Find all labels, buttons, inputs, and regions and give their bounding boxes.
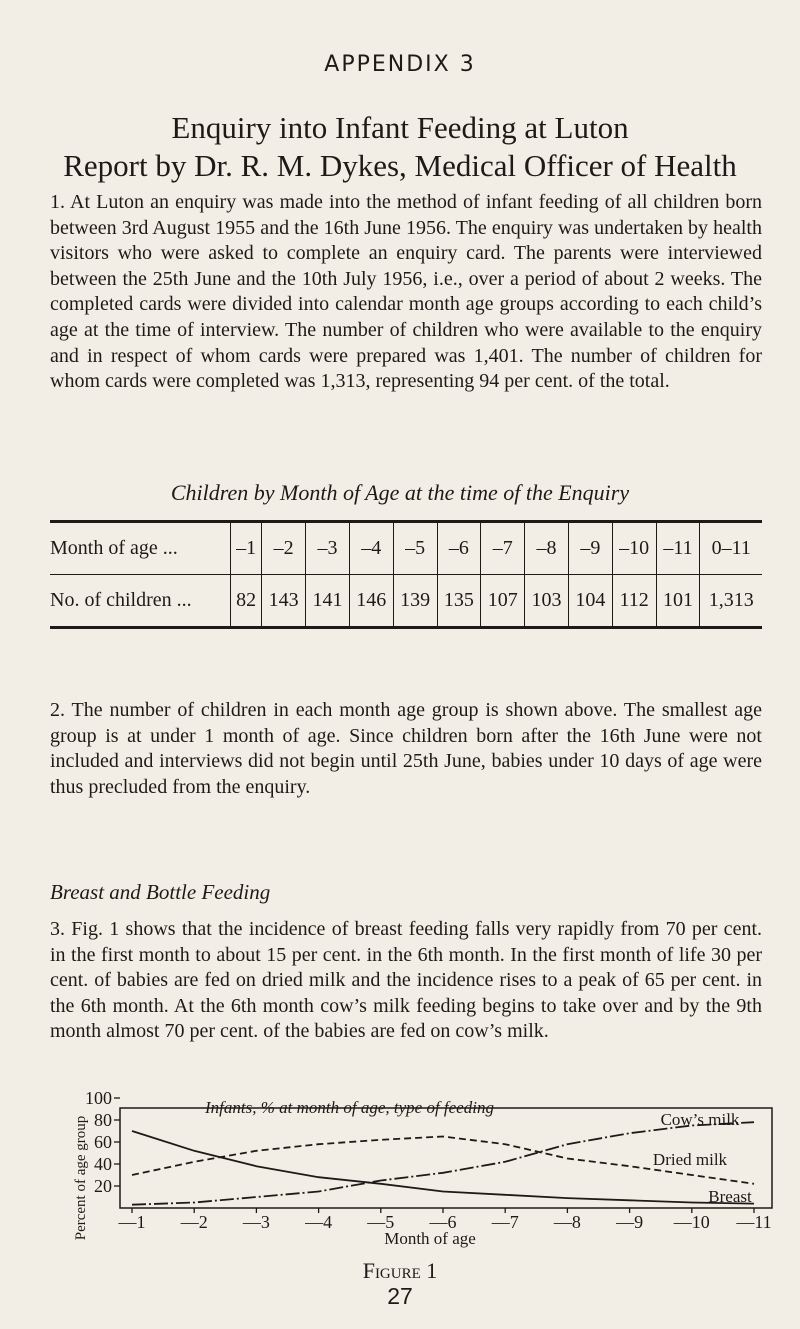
y-tick-label: 100 [85, 1088, 112, 1108]
count-cell: 107 [481, 575, 525, 628]
page-number: 27 [387, 1283, 413, 1309]
table-caption: Children by Month of Age at the time of the Enquiry [170, 480, 630, 505]
x-tick-label: —4 [305, 1212, 333, 1232]
count-cell: 104 [568, 575, 612, 628]
x-tick-label: —11 [736, 1212, 772, 1232]
count-cell: 143 [262, 575, 306, 628]
figure-caption: Figure 1 [362, 1258, 438, 1283]
month-cell: –6 [437, 522, 481, 575]
count-cell: 101 [656, 575, 700, 628]
month-cell: –2 [262, 522, 306, 575]
month-cell: –10 [612, 522, 656, 575]
month-cell: –3 [306, 522, 350, 575]
y-tick-label: 20 [94, 1176, 112, 1196]
month-cell: –9 [568, 522, 612, 575]
count-cell: 103 [525, 575, 569, 628]
x-tick-label: —5 [367, 1212, 395, 1232]
count-cell: 141 [306, 575, 350, 628]
month-cell-total: 0–11 [700, 522, 762, 575]
month-cell: –11 [656, 522, 700, 575]
x-tick-label: —1 [118, 1212, 146, 1232]
x-tick-label: —9 [616, 1212, 644, 1232]
paragraph-2: 2. The number of children in each month age group is shown above. The smallest age group is at under 1 month of age. Since children born after the 16th June were not included and interviews did not begin until 25th June, babies under 10 days of age were thus precluded from the enquiry. [50, 699, 762, 798]
month-cell: –7 [481, 522, 525, 575]
x-tick-label: —3 [242, 1212, 270, 1232]
month-cell: –8 [525, 522, 569, 575]
month-row-label: Month of age ... [50, 522, 230, 575]
count-cell: 112 [612, 575, 656, 628]
chart-x-axis-label: Month of age [384, 1229, 476, 1248]
y-tick-label: 60 [94, 1132, 112, 1152]
x-tick-label: —2 [180, 1212, 208, 1232]
count-row-label: No. of children ... [50, 589, 192, 611]
x-tick-label: —8 [553, 1212, 581, 1232]
month-cell: –5 [393, 522, 437, 575]
x-tick-label: —10 [673, 1212, 710, 1232]
y-tick-label: 80 [94, 1110, 112, 1130]
breast-bottle-subheading: Breast and Bottle Feeding [50, 880, 271, 904]
series-label-cows-milk: Cow’s milk [660, 1110, 740, 1129]
count-cell: 82 [230, 575, 261, 628]
count-cell: 139 [393, 575, 437, 628]
paragraph-3: 3. Fig. 1 shows that the incidence of breast feeding falls very rapidly from 70 per cent. in the first month to about 15 per cent. in the 6th month. In the first month of life 30 per cent. of babies are fed on dried milk and the incidence rises to a peak of 65 per cent. in the 6th month. At the 6th month cow’s milk feeding begins to take over and by the 9th month almost 70 per cent. of the babies are fed on cow’s milk. [50, 918, 762, 1043]
month-cell: –1 [230, 522, 261, 575]
chart-title: Infants, % at month of age, type of feeding [205, 1098, 494, 1117]
series-label-breast: Breast [708, 1187, 752, 1206]
report-subtitle: Report by Dr. R. M. Dykes, Medical Officer of Health [63, 148, 737, 183]
month-cell: –4 [349, 522, 393, 575]
count-cell: 146 [349, 575, 393, 628]
paragraph-1: 1. At Luton an enquiry was made into the method of infant feeding of all children born between 3rd August 1955 and the 16th June 1956. The enquiry was undertaken by health visitors who were asked to complete an enquiry card. The parents were interviewed between the 25th June and the 10th July 1956, i.e., over a period of about 2 weeks. The completed cards were divided into calendar month age groups according to each child’s age at the time of interview. The number of children who were available to the enquiry and in respect of whom cards were prepared was 1,401. The number of children for whom cards were completed was 1,313, representing 94 per cent. of the total. [50, 191, 762, 393]
x-tick-label: —7 [491, 1212, 519, 1232]
series-label-dried-milk: Dried milk [652, 1150, 728, 1169]
y-tick-label: 40 [94, 1154, 112, 1174]
count-cell: 135 [437, 575, 481, 628]
report-title: Enquiry into Infant Feeding at Luton [171, 110, 629, 145]
x-tick-label: —6 [429, 1212, 457, 1232]
appendix-heading: APPENDIX 3 [324, 52, 476, 77]
count-cell-total: 1,313 [700, 575, 762, 628]
chart-y-axis-label: Percent of age group [73, 1115, 89, 1241]
